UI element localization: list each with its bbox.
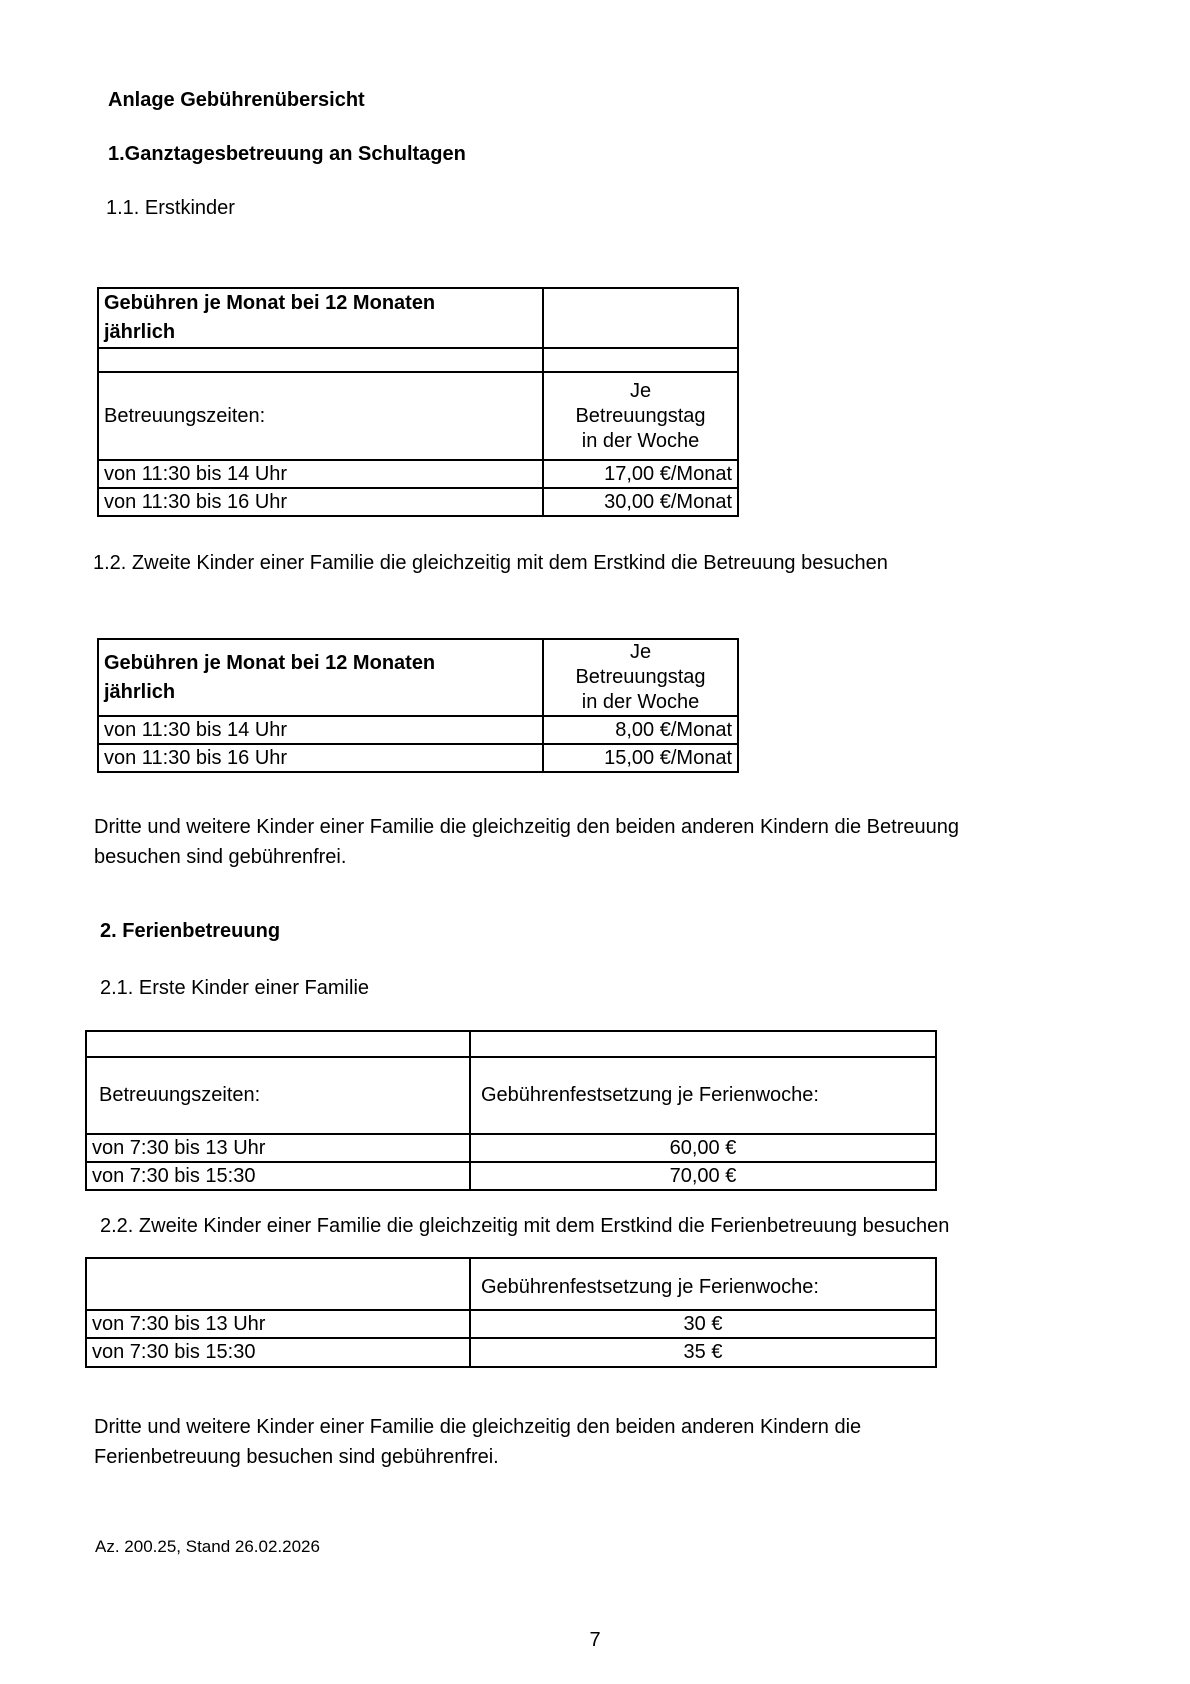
label-cell: Betreuungszeiten: bbox=[98, 372, 543, 460]
fee-cell: 70,00 € bbox=[470, 1162, 936, 1190]
column-header-cell bbox=[543, 639, 738, 716]
section-1-heading: 1.Ganztagesbetreuung an Schultagen bbox=[108, 143, 466, 165]
empty-cell bbox=[543, 348, 738, 372]
empty-cell bbox=[86, 1258, 470, 1310]
table-header-cell bbox=[98, 288, 543, 348]
fee-cell: 15,00 €/Monat bbox=[543, 744, 738, 772]
empty-cell bbox=[98, 348, 543, 372]
column-header-cell: Gebührenfestsetzung je Ferienwoche: bbox=[470, 1057, 936, 1134]
column-header-line: Je bbox=[629, 641, 652, 663]
fee-cell: 35 € bbox=[470, 1338, 936, 1367]
column-header-cell: Gebührenfestsetzung je Ferienwoche: bbox=[470, 1258, 936, 1310]
table-row bbox=[98, 744, 738, 772]
time-cell: von 11:30 bis 14 Uhr bbox=[98, 460, 543, 488]
table-schooldays-second-child bbox=[97, 638, 739, 773]
section-2-2-heading: 2.2. Zweite Kinder einer Familie die gleichzeitig mit dem Erstkind die Ferienbetreuung besuchen bbox=[100, 1215, 950, 1237]
table-schooldays-first-child bbox=[97, 287, 739, 517]
table-header-text: Gebühren je Monat bei 12 Monaten jährlich bbox=[104, 292, 436, 343]
label-cell: Betreuungszeiten: bbox=[86, 1057, 470, 1134]
table-row bbox=[86, 1310, 936, 1338]
fee-cell: 30 € bbox=[470, 1310, 936, 1338]
table-row bbox=[86, 1134, 936, 1162]
time-cell: von 11:30 bis 16 Uhr bbox=[98, 744, 543, 772]
note-betreuung: Dritte und weitere Kinder einer Familie die gleichzeitig den beiden anderen Kindern die Betreuung besuchen sind gebührenfrei. bbox=[94, 816, 959, 868]
fee-cell: 60,00 € bbox=[470, 1134, 936, 1162]
time-cell: von 7:30 bis 13 Uhr bbox=[86, 1134, 470, 1162]
table-header-cell bbox=[98, 639, 543, 716]
table-row bbox=[98, 716, 738, 744]
column-header-line: Betreuungstag bbox=[575, 404, 706, 427]
section-1-2-heading: 1.2. Zweite Kinder einer Familie die gleichzeitig mit dem Erstkind die Betreuung besuchen bbox=[93, 552, 888, 574]
fee-cell: 30,00 €/Monat bbox=[543, 488, 738, 516]
section-2-1-heading: 2.1. Erste Kinder einer Familie bbox=[100, 977, 370, 999]
empty-cell bbox=[470, 1031, 936, 1057]
time-cell: von 7:30 bis 15:30 bbox=[86, 1162, 470, 1190]
column-header-cell bbox=[543, 372, 738, 460]
empty-cell bbox=[543, 288, 738, 348]
page-number: 7 bbox=[589, 1629, 601, 1651]
file-reference: Az. 200.25, Stand 26.02.2026 bbox=[95, 1537, 320, 1556]
table-row bbox=[98, 460, 738, 488]
table-holiday-first-child bbox=[85, 1030, 937, 1191]
time-cell: von 7:30 bis 13 Uhr bbox=[86, 1310, 470, 1338]
table-row bbox=[86, 1162, 936, 1190]
fee-cell: 17,00 €/Monat bbox=[543, 460, 738, 488]
empty-cell bbox=[86, 1031, 470, 1057]
column-header-line: Je bbox=[629, 379, 652, 402]
page-title: Anlage Gebührenübersicht bbox=[108, 89, 365, 111]
column-header-line: in der Woche bbox=[581, 691, 700, 713]
column-header-line: Betreuungstag bbox=[575, 666, 706, 688]
table-row bbox=[98, 488, 738, 516]
time-cell: von 7:30 bis 15:30 bbox=[86, 1338, 470, 1367]
fee-cell: 8,00 €/Monat bbox=[543, 716, 738, 744]
note-ferienbetreuung: Dritte und weitere Kinder einer Familie die gleichzeitig den beiden anderen Kindern die Ferienbetreuung besuchen sind gebührenfrei. bbox=[94, 1416, 862, 1468]
table-header-text: Gebühren je Monat bei 12 Monaten jährlich bbox=[104, 651, 436, 703]
section-2-heading: 2. Ferienbetreuung bbox=[100, 920, 281, 942]
section-1-1-heading: 1.1. Erstkinder bbox=[106, 197, 235, 219]
table-row bbox=[86, 1338, 936, 1367]
table-holiday-second-child bbox=[85, 1257, 937, 1368]
column-header-line: in der Woche bbox=[581, 429, 700, 452]
time-cell: von 11:30 bis 16 Uhr bbox=[98, 488, 543, 516]
time-cell: von 11:30 bis 14 Uhr bbox=[98, 716, 543, 744]
